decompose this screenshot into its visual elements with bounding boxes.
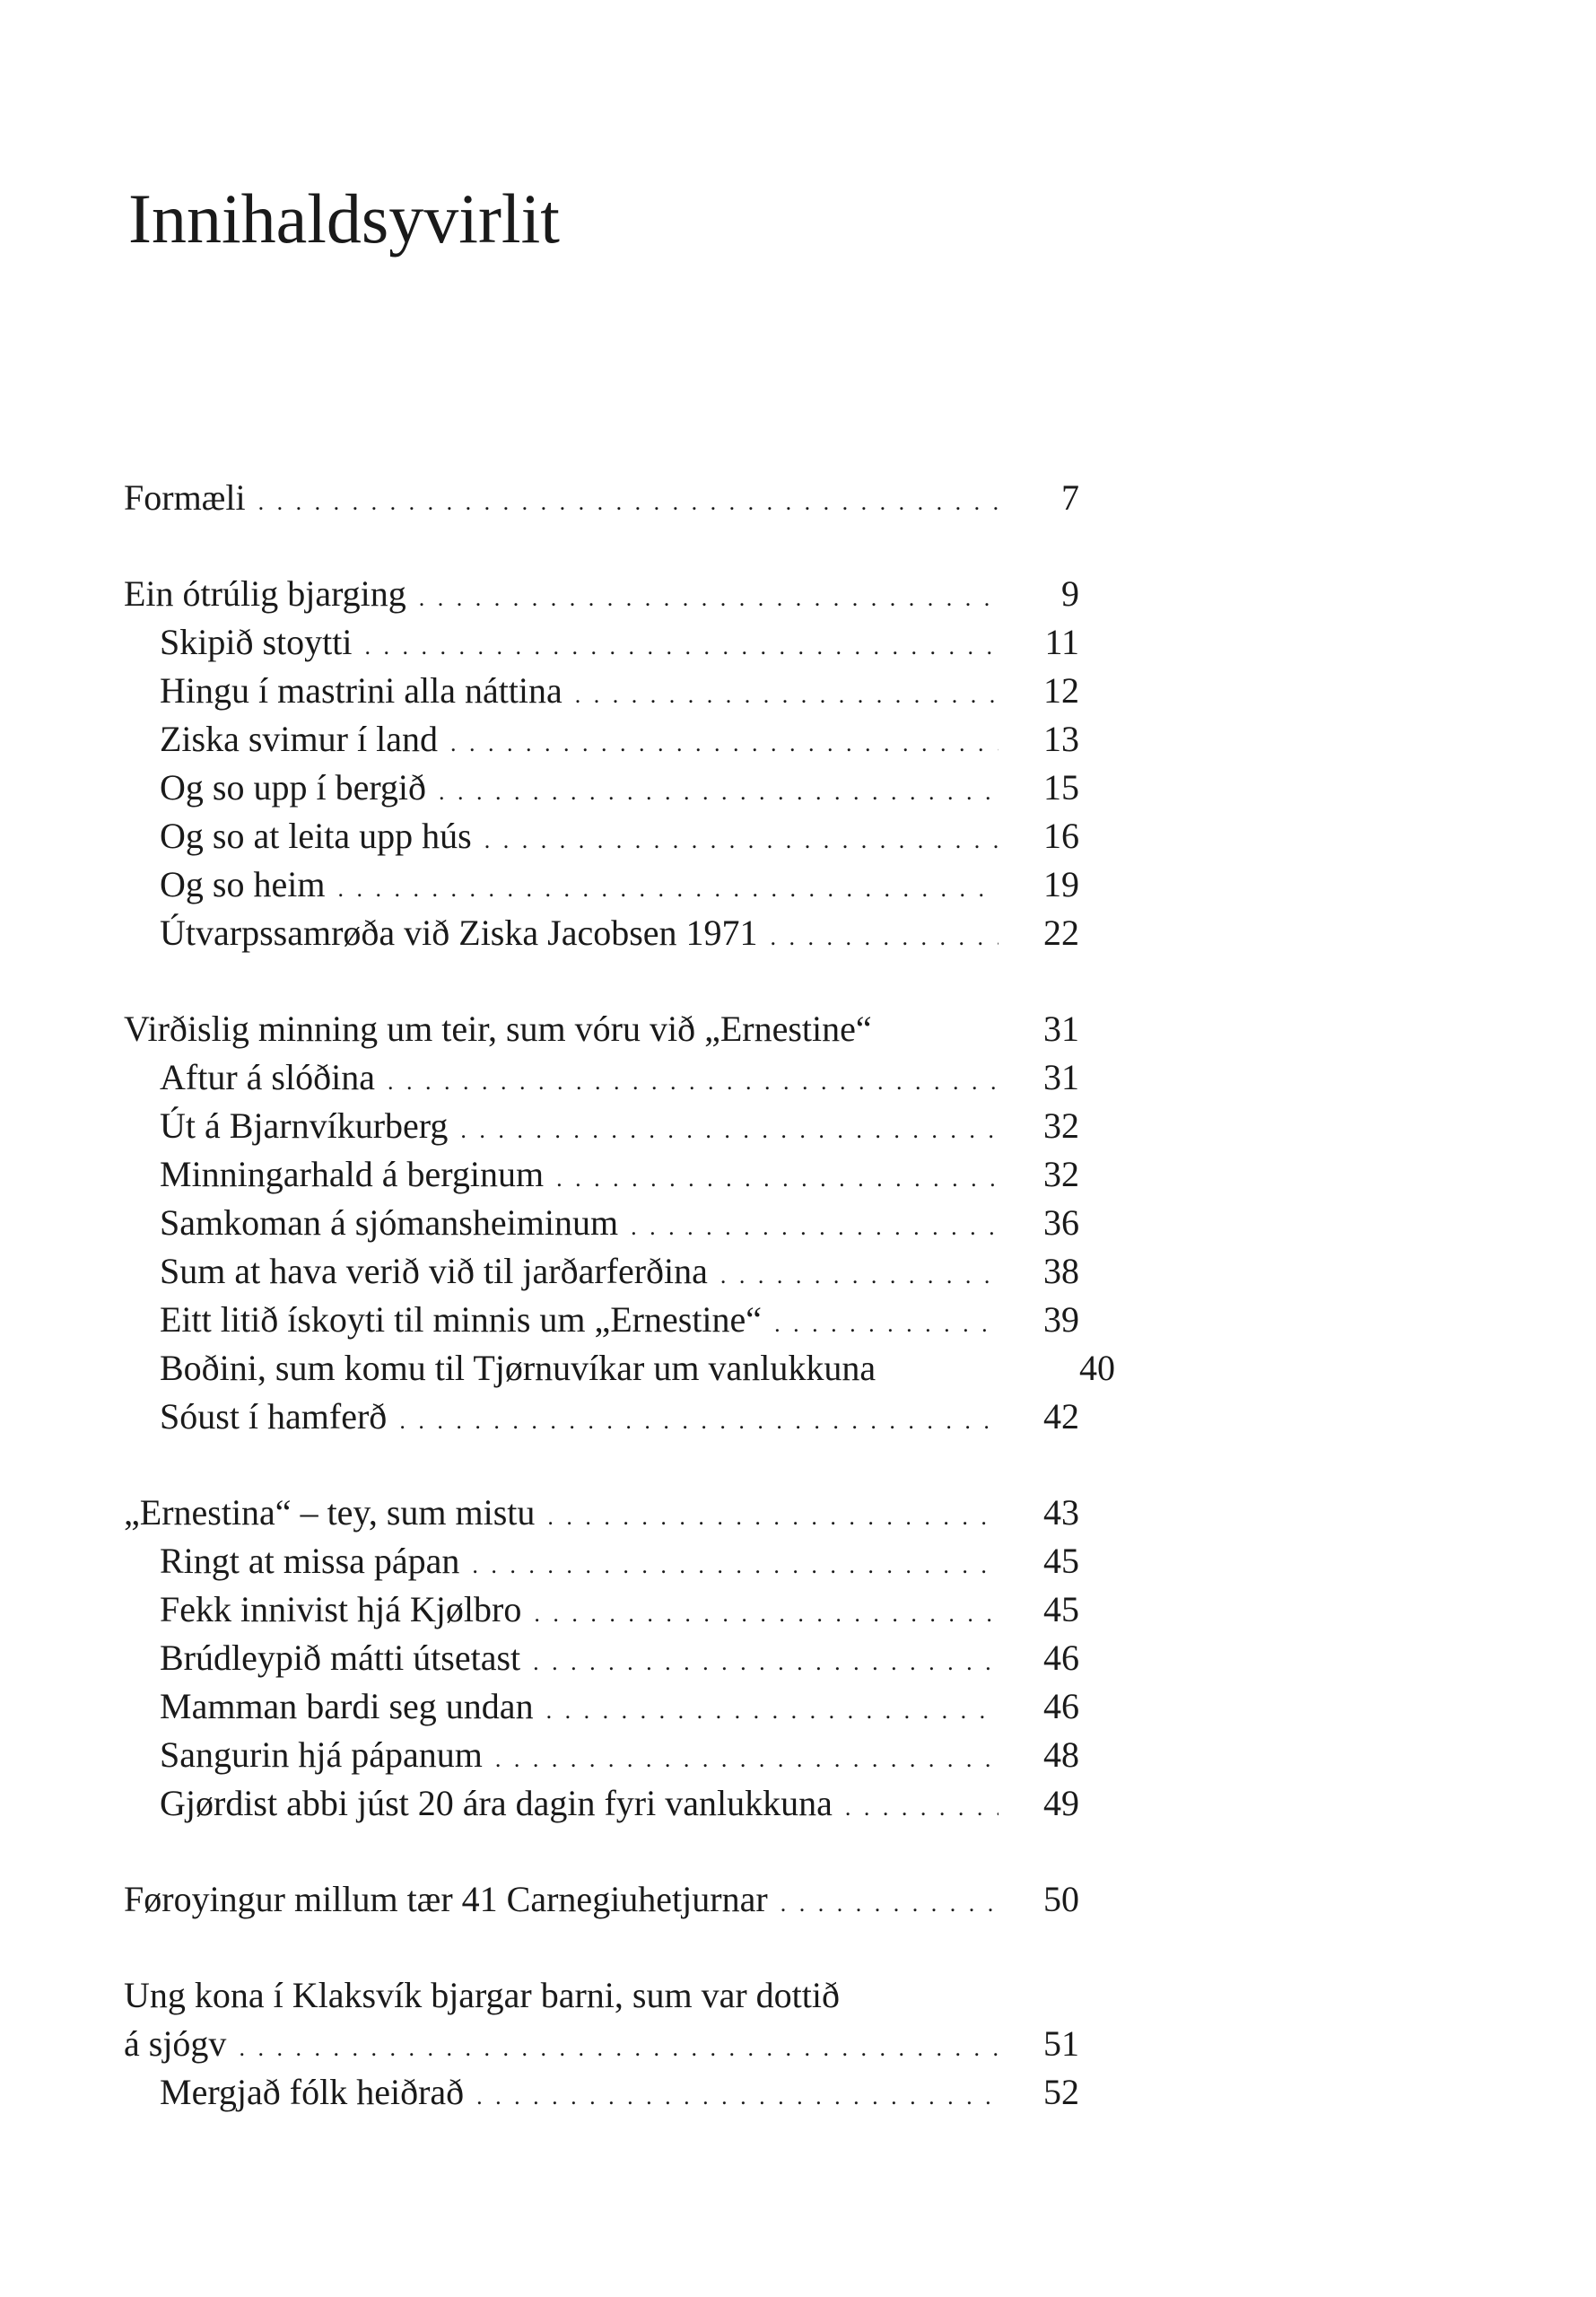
toc-entry-page: 12 bbox=[1043, 670, 1079, 711]
toc-subentry bbox=[160, 1296, 1079, 1344]
dot-leader bbox=[472, 1537, 999, 1590]
dot-leader bbox=[575, 667, 999, 720]
toc-subentry bbox=[160, 1247, 1079, 1296]
toc-entry-title: Og so at leita upp hús bbox=[160, 816, 472, 856]
toc-subentry bbox=[160, 715, 1079, 764]
dot-leader bbox=[774, 1296, 999, 1349]
toc-entry-title: Brúdleypið mátti útsetast bbox=[160, 1638, 521, 1678]
dot-leader bbox=[365, 618, 999, 671]
dot-leader bbox=[631, 1199, 999, 1252]
dot-leader bbox=[845, 1779, 999, 1832]
toc-entry-title: Samkoman á sjómansheiminum bbox=[160, 1202, 619, 1243]
dot-leader bbox=[476, 2068, 999, 2121]
dot-leader bbox=[258, 474, 999, 527]
toc-entry-page: 32 bbox=[1043, 1105, 1079, 1146]
toc-entry-title: Skipið stoytti bbox=[160, 622, 353, 662]
toc-entry-title: Mamman bardi seg undan bbox=[160, 1686, 534, 1726]
toc-subentry bbox=[160, 1779, 1079, 1828]
toc-entry-title: „Ernestina“ – tey, sum mistu bbox=[124, 1492, 536, 1533]
dot-leader bbox=[399, 1393, 999, 1445]
toc-subentry bbox=[160, 1634, 1079, 1682]
dot-leader bbox=[533, 1634, 999, 1687]
toc-entry-page: 45 bbox=[1043, 1541, 1079, 1581]
toc-subentry bbox=[160, 1150, 1079, 1199]
toc-subentry bbox=[160, 1393, 1079, 1441]
dot-leader bbox=[556, 1150, 999, 1203]
toc-entry-page: 39 bbox=[1043, 1299, 1079, 1340]
toc-entry-page: 50 bbox=[1043, 1879, 1079, 1919]
toc-subentry bbox=[160, 1102, 1079, 1150]
toc-entry-title: Hingu í mastrini alla náttina bbox=[160, 670, 563, 711]
toc-entry-page: 40 bbox=[1079, 1348, 1115, 1388]
toc-entry-title-line2: á sjógv bbox=[124, 2023, 227, 2064]
dot-leader bbox=[337, 860, 999, 913]
toc-entry-title: Fekk innivist hjá Kjølbro bbox=[160, 1589, 522, 1629]
dot-leader bbox=[771, 909, 999, 962]
toc-entry-title: Sangurin hjá pápanum bbox=[160, 1734, 483, 1775]
dot-leader bbox=[495, 1731, 999, 1784]
toc-entry-title: Virðislig minning um teir, sum vóru við „Ernestine“ bbox=[124, 1009, 872, 1049]
toc-entry-title: Minningarhald á berginum bbox=[160, 1154, 545, 1194]
toc-entry-title: Mergjað fólk heiðrað bbox=[160, 2072, 465, 2112]
toc-entry-title: Og so heim bbox=[160, 864, 326, 904]
toc-entry-page: 45 bbox=[1043, 1589, 1079, 1629]
toc-entry-title: Eitt litið ískoyti til minnis um „Ernestine“ bbox=[160, 1299, 763, 1340]
toc-entry-page: 38 bbox=[1043, 1251, 1079, 1291]
toc-entry-page: 16 bbox=[1043, 816, 1079, 856]
toc-entry-page: 31 bbox=[1043, 1009, 1079, 1049]
page-title: Innihaldsyvirlit bbox=[128, 179, 560, 258]
toc-entry bbox=[124, 2020, 1079, 2068]
dot-leader bbox=[547, 1489, 999, 1542]
toc-entry-page: 42 bbox=[1043, 1396, 1079, 1437]
toc-entry-title: Boðini, sum komu til Tjørnuvíkar um vanlukkuna bbox=[160, 1348, 876, 1388]
toc-entry-title: Ringt at missa pápan bbox=[160, 1541, 460, 1581]
dot-leader bbox=[450, 715, 999, 768]
toc-subentry bbox=[160, 1682, 1079, 1731]
dot-leader bbox=[781, 1875, 999, 1928]
toc-entry-title-line1: Ung kona í Klaksvík bjargar barni, sum var dottið bbox=[124, 1975, 841, 2015]
toc-entry-page: 46 bbox=[1043, 1686, 1079, 1726]
toc-entry bbox=[124, 1489, 1079, 1537]
toc-subentry bbox=[160, 667, 1079, 715]
dot-leader bbox=[439, 764, 999, 817]
toc-entry-title: Gjørdist abbi júst 20 ára dagin fyri vanlukkuna bbox=[160, 1783, 833, 1823]
toc-entry-title: Sum at hava verið við til jarðarferðina bbox=[160, 1251, 708, 1291]
toc-entry bbox=[124, 570, 1079, 618]
toc-subentry bbox=[160, 812, 1079, 860]
dot-leader bbox=[460, 1102, 999, 1155]
toc-entry-title: Aftur á slóðina bbox=[160, 1057, 375, 1097]
toc-entry-title: Og so upp í bergið bbox=[160, 767, 427, 808]
toc-subentry bbox=[160, 909, 1079, 957]
toc-subentry bbox=[160, 1537, 1079, 1585]
toc-entry-page: 15 bbox=[1043, 767, 1079, 808]
toc-entry-title: Føroyingur millum tær 41 Carnegiuhetjurnar bbox=[124, 1879, 768, 1919]
toc-entry-page: 36 bbox=[1043, 1202, 1079, 1243]
toc-entry-page: 43 bbox=[1043, 1492, 1079, 1533]
toc-entry-page: 46 bbox=[1043, 1638, 1079, 1678]
toc-subentry bbox=[160, 1199, 1079, 1247]
dot-leader bbox=[534, 1585, 999, 1638]
toc-entry-page: 9 bbox=[1061, 573, 1079, 614]
toc-subentry bbox=[160, 764, 1079, 812]
toc-subentry bbox=[160, 1344, 1115, 1393]
toc-entry-page: 13 bbox=[1043, 719, 1079, 759]
toc-entry-title: Ziska svimur í land bbox=[160, 719, 438, 759]
dot-leader bbox=[419, 570, 999, 623]
toc-entry-page: 22 bbox=[1043, 913, 1079, 953]
toc-subentry bbox=[160, 860, 1079, 909]
toc-entry-title: Formæli bbox=[124, 477, 246, 518]
toc-entry-title: Ein ótrúlig bjarging bbox=[124, 573, 406, 614]
toc-subentry bbox=[160, 2068, 1079, 2117]
dot-leader bbox=[720, 1247, 999, 1300]
toc-subentry bbox=[160, 618, 1079, 667]
toc-subentry bbox=[160, 1585, 1079, 1634]
toc-entry-page: 48 bbox=[1043, 1734, 1079, 1775]
dot-leader bbox=[388, 1053, 999, 1106]
toc-subentry bbox=[160, 1053, 1079, 1102]
toc-entry bbox=[124, 1005, 1079, 1053]
toc-entry-page: 19 bbox=[1043, 864, 1079, 904]
toc-entry-page: 7 bbox=[1061, 477, 1079, 518]
dot-leader bbox=[546, 1682, 999, 1735]
toc-entry bbox=[124, 474, 1079, 522]
toc-entry-page: 32 bbox=[1043, 1154, 1079, 1194]
toc-entry-page: 11 bbox=[1044, 622, 1079, 662]
dot-leader bbox=[239, 2020, 999, 2073]
toc-entry-title: Sóust í hamferð bbox=[160, 1396, 388, 1437]
dot-leader bbox=[484, 812, 999, 865]
toc-entry-page: 51 bbox=[1043, 2023, 1079, 2064]
toc-entry-title: Útvarpssamrøða við Ziska Jacobsen 1971 bbox=[160, 913, 758, 953]
toc-subentry bbox=[160, 1731, 1079, 1779]
toc-entry-title: Út á Bjarnvíkurberg bbox=[160, 1105, 449, 1146]
toc-entry-page: 52 bbox=[1043, 2072, 1079, 2112]
toc-entry-page: 31 bbox=[1043, 1057, 1079, 1097]
toc-entry-page: 49 bbox=[1043, 1783, 1079, 1823]
toc-entry bbox=[124, 1875, 1079, 1924]
